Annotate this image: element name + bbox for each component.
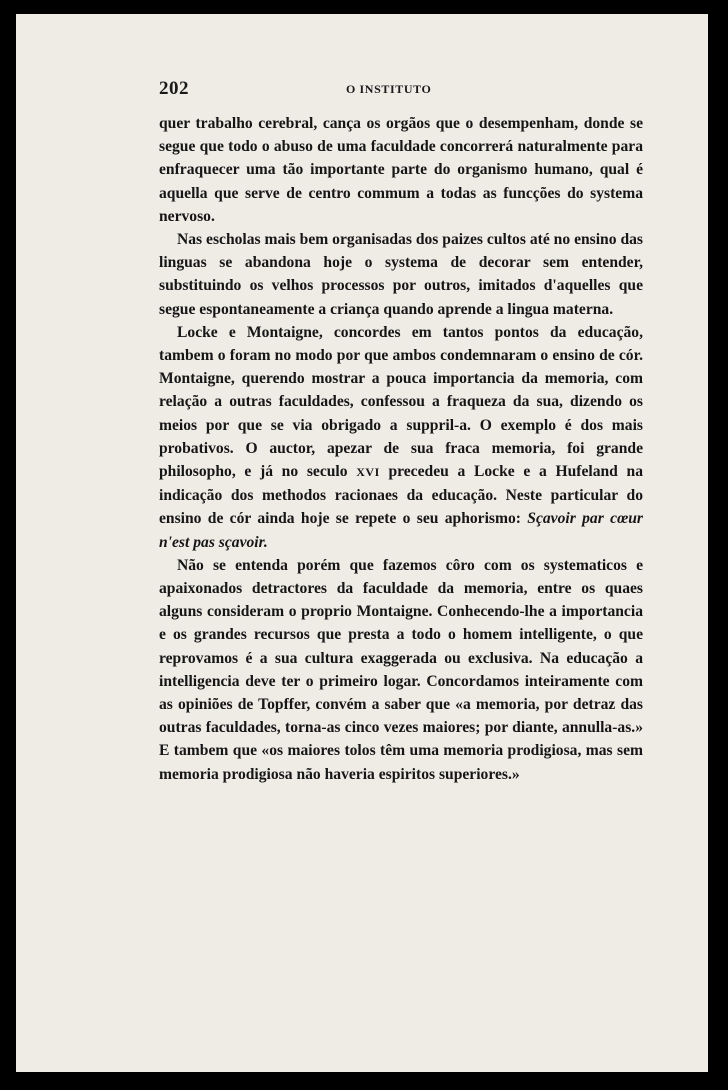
paragraph-1: quer trabalho cerebral, cança os orgãos que o desempenham, donde se segue que todo o abuso de uma faculdade concorrerá naturalmente para enfraquecer uma tão importante parte do organismo humano, qual é aquella que serve de centro commum a todas as funcções do systema nervoso. <box>159 115 643 225</box>
running-title: O INSTITUTO <box>346 82 432 96</box>
page-header <box>159 78 641 102</box>
paragraph-3 <box>159 321 643 554</box>
page-number: 202 <box>159 78 189 99</box>
paragraph-4: Não se entenda porém que fazemos côro com os systematicos e apaixonados detractores da faculdade da memoria, entre os quaes alguns consideram o proprio Montaigne. Conhecendo-lhe a importancia e os grandes recursos que presta a todo o homem intelligente, o que reprovamos é a sua cultura exaggerada ou exclusiva. Na educação a intelligencia deve ter o primeiro logar. Concordamos inteiramente com as opiniões de Topffer, convém a saber que «a memoria, por detraz das outras faculdades, torna-as cinco vezes maiores; por diante, annulla-as.» E tambem que «os maiores tolos têm uma memoria prodigiosa, mas sem memoria prodigiosa não haveria espiritos superiores.» <box>159 556 643 783</box>
century-numeral: XVI <box>356 465 380 480</box>
body-text <box>159 112 643 786</box>
paragraph-3-text-b: precedeu a Locke e a Hufeland na indicação dos methodos racionaes da educação. Neste particular do ensino de cór ainda hoje se repete o seu aphorismo: <box>159 463 643 528</box>
montaigne-aphorism: Sçavoir par cœur n'est pas sçavoir. <box>159 510 643 551</box>
paragraph-3-text-a: Locke e Montaigne, concordes em tantos pontos da educação, tambem o foram no modo por que ambos condemnaram o ensino de cór. Montaigne, querendo mostrar a pouca importancia da memoria, com relação a outras faculdades, confessou a fraqueza da sua, dizendo os meios por que se via obrigado a suppril-a. O exemplo é dos mais probativos. O auctor, apezar de sua fraca memoria, foi grande philosopho, e já no seculo <box>159 323 643 481</box>
paragraph-2: Nas escholas mais bem organisadas dos paizes cultos até no ensino das linguas se abandona hoje o systema de decorar sem entender, substituindo os velhos processos por outros, imitados d'aquelles que segue espontaneamente a criança quando aprende a lingua materna. <box>159 231 643 318</box>
book-page <box>16 14 708 1072</box>
